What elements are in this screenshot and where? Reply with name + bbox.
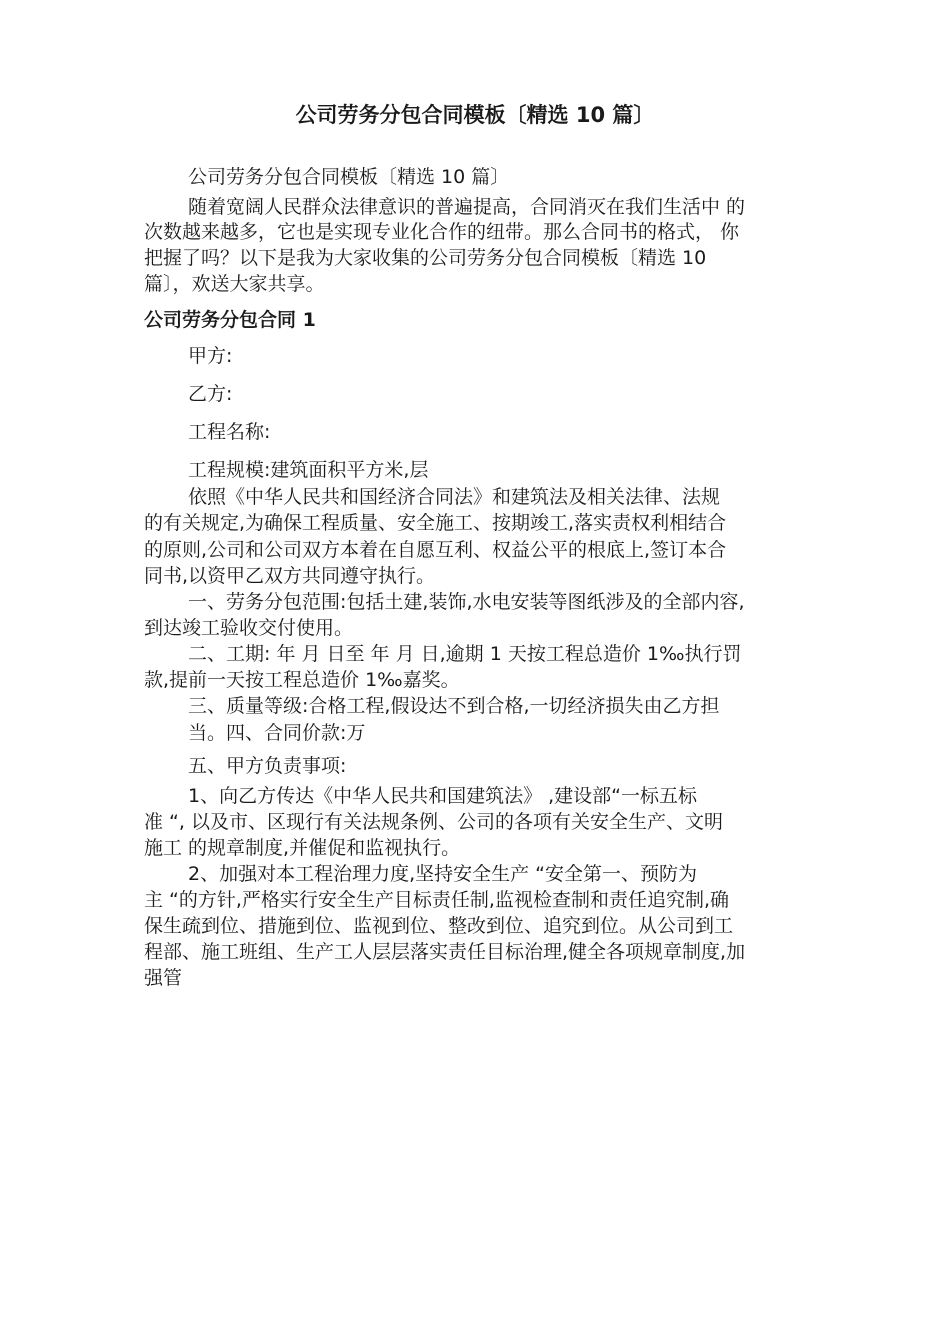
paragraph-line: 次数越来越多，它也是实现专业化合作的纽带。那么合同书的格式， 你 <box>144 221 740 243</box>
paragraph-line: 把握了吗？以下是我为大家收集的公司劳务分包合同模板〔精选 10 <box>144 247 707 269</box>
section-heading: 公司劳务分包合同 1 <box>144 309 316 331</box>
document-title: 公司劳务分包合同模板〔精选 10 篇〕 <box>295 103 655 127</box>
paragraph-line: 依照《中华人民共和国经济合同法》和建筑法及相关法律、法规 <box>188 486 721 508</box>
party-a-line: 甲方: <box>188 345 233 367</box>
clause-line: 准 “, 以及市、区现行有关法规条例、公司的各项有关安全生产、文明 <box>144 811 723 833</box>
project-scale-line: 工程规模:建筑面积平方米,层 <box>188 459 429 481</box>
clause-line: 五、甲方负责事项: <box>188 755 347 777</box>
clause-line: 当。四、合同价款:万 <box>188 722 366 744</box>
clause-line: 二、工期: 年 月 日至 年 月 日,逾期 1 天按工程总造价 1‰执行罚 <box>188 643 742 665</box>
clause-line: 到达竣工验收交付使用。 <box>144 617 354 639</box>
clause-line: 三、质量等级:合格工程,假设达不到合格,一切经济损失由乙方担 <box>188 695 720 717</box>
paragraph-line: 的原则,公司和公司双方本着在自愿互利、权益公平的根底上,签订本合 <box>144 539 727 561</box>
party-b-line: 乙方: <box>188 383 233 405</box>
clause-line: 款,提前一天按工程总造价 1‰嘉奖。 <box>144 669 460 691</box>
paragraph-line: 的有关规定,为确保工程质量、安全施工、按期竣工,落实责权利相结合 <box>144 512 727 534</box>
paragraph-line: 同书,以资甲乙双方共同遵守执行。 <box>144 565 436 587</box>
clause-line: 强管 <box>144 967 183 989</box>
clause-line: 保生疏到位、措施到位、监视到位、整改到位、追究到位。从公司到工 <box>144 915 734 937</box>
clause-line: 2、加强对本工程治理力度,坚持安全生产 “安全第一、预防为 <box>188 863 698 885</box>
project-name-line: 工程名称: <box>188 421 271 443</box>
clause-line: 施工 的规章制度,并催促和监视执行。 <box>144 837 461 859</box>
paragraph-line: 篇〕，欢送大家共享。 <box>144 273 325 295</box>
clause-line: 一、劳务分包范围:包括土建,装饰,水电安装等图纸涉及的全部内容, <box>188 591 745 613</box>
intro-title-line: 公司劳务分包合同模板〔精选 10 篇〕 <box>188 166 510 188</box>
clause-line: 1、向乙方传达《中华人民共和国建筑法》 ,建设部“一标五标 <box>188 785 698 807</box>
clause-line: 主 “的方针,严格实行安全生产目标责任制,监视检查制和责任追究制,确 <box>144 889 730 911</box>
clause-line: 程部、施工班组、生产工人层层落实责任目标治理,健全各项规章制度,加 <box>144 941 746 963</box>
paragraph-line: 随着宽阔人民群众法律意识的普遍提高，合同消灭在我们生活中 的 <box>188 196 746 218</box>
